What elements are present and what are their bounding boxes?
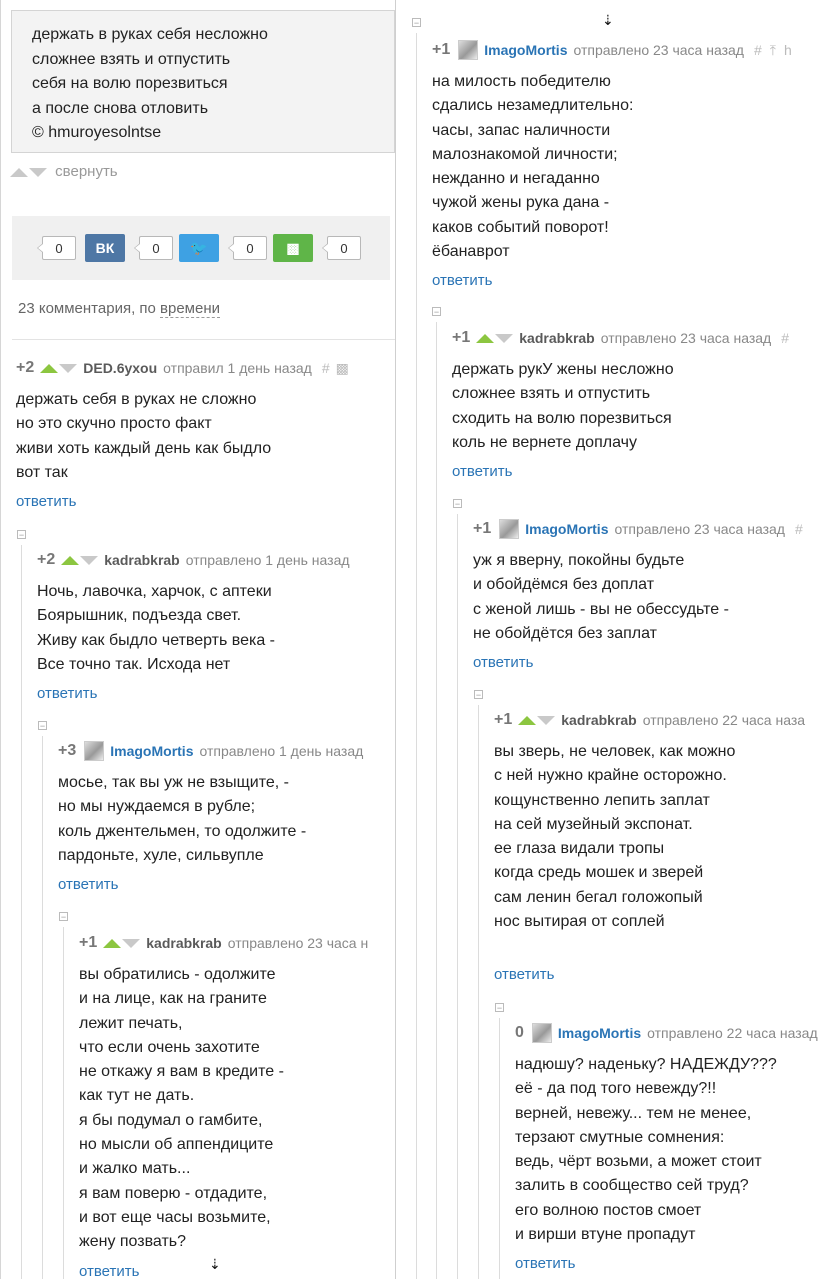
thread-line [436,322,437,1279]
collapse-thread-icon[interactable]: − [413,18,420,28]
comment-text: мосье, так вы уж не взыщите, - но мы нуждаемся в рубле; коль джентельмен, то одолжите - пардоньте, хуле, сильвупле [58,774,307,864]
sort-by-link[interactable]: времени [160,300,221,317]
comment-header [37,550,350,570]
comment-author[interactable]: ImagoMortis [110,743,194,759]
comment-header [79,933,368,953]
collapse-thread-icon[interactable]: − [496,1003,503,1013]
comment [494,710,805,983]
thread-line [63,927,64,1279]
comment-author[interactable]: kadrabkrab [519,330,595,346]
comment-author[interactable]: DED.6yxou [83,360,158,376]
reply-link[interactable]: ответить [494,966,555,984]
comment-rating: +2 [16,359,35,376]
collapse-label[interactable]: свернуть [55,163,118,180]
share-count: 0 [42,236,76,260]
reply-link[interactable]: ответить [515,1255,576,1273]
comment-text: Ночь, лавочка, харчок, с аптеки Боярышник, подъезда свет. Живу как быдло четверть века - Все точно так. Исхода нет [37,583,276,673]
comment-rating: +1 [494,711,513,728]
permalink-icon[interactable]: # [321,360,330,376]
thread-line [478,705,479,1279]
collapse-thread-icon[interactable]: − [475,690,482,700]
twitter-count: 0 [233,236,267,260]
comment-time: отправлено 22 часа назад [647,1025,818,1041]
comment-rating: +1 [452,329,471,346]
downvote-icon[interactable] [59,364,77,373]
vk-icon[interactable]: ВК [85,234,125,262]
twitter-icon[interactable]: 🐦 [179,234,219,262]
downvote-icon[interactable] [495,334,513,343]
comments-count-text: 23 комментария, по [18,300,161,317]
comment-author[interactable]: kadrabkrab [561,712,637,728]
upvote-icon[interactable] [518,716,536,725]
comment-header [452,328,789,348]
arrow-up-icon[interactable]: ⤒ [769,41,776,58]
comment-time: отправлено 23 часа назад [614,521,785,537]
comment-time: отправлено 23 часа назад [600,330,772,346]
collapse-control[interactable] [10,163,118,180]
comment-time: отправлено 23 часа н [227,935,369,951]
collapse-thread-icon[interactable]: − [18,530,25,540]
reply-link[interactable]: ответить [58,876,119,894]
collapse-thread-icon[interactable]: − [39,721,46,731]
comment-header [473,519,803,539]
upvote-icon[interactable] [40,364,58,373]
comment [515,1023,818,1272]
comment-header [515,1023,818,1043]
save-count: 0 [327,236,361,260]
comment-time: отправлено 1 день назад [199,743,364,759]
poem-text: держать в руках себя несложно сложнее взять и отпустить себя на волю порезвиться а после снова отловить © hmuroyesolntse [32,26,268,141]
share-bar [12,216,390,280]
upvote-icon[interactable] [61,556,79,565]
comment [79,933,368,1279]
reply-link[interactable]: ответить [37,685,98,703]
comment-rating: +3 [58,742,77,759]
comment-text: надюшу? наденьку? НАДЕЖДУ??? её - да под того невежду?!! верней, невежу... тем не менее, терзают смутные сомнения: ведь, чёрт возьми, а может стоит залить в сообщество сей труд? его волною постов смоет и вирши втуне пропадут [515,1056,777,1244]
comment-text: держать себя в руках не сложно но это скучно просто факт живи хоть каждый день как быдло вот так [16,391,272,481]
permalink-icon[interactable]: # [781,330,790,346]
permalink-icon[interactable]: # [753,42,762,58]
downvote-icon[interactable] [537,716,555,725]
comment-text: уж я вверну, покойны будьте и обойдёмся без доплат с женой лишь - вы не обессудьте - не обойдётся без заплат [473,552,729,642]
comment-author[interactable]: kadrabkrab [146,935,222,951]
comment-rating: +2 [37,551,56,568]
avatar[interactable] [458,40,478,60]
reply-link[interactable]: ответить [473,654,534,672]
vk-count: 0 [139,236,173,260]
left-edge [0,0,1,1279]
comment-text: вы обратились - одолжите и на лице, как на граните лежит печать, что если очень захотите не откажу я вам в кредите - как тут не дать. я бы подумал о гамбите, но мысли об аппендиците и жалко мать... я вам поверю - отдадите, и вот еще часы возьмите, жену позвать? [79,966,284,1251]
comment-header [58,741,363,761]
divider [12,339,395,340]
comment-author[interactable]: ImagoMortis [557,1025,642,1041]
comment [58,741,363,893]
avatar[interactable] [84,741,104,761]
comment [16,358,349,510]
comment [432,40,792,289]
upvote-icon[interactable] [476,334,494,343]
avatar[interactable] [499,519,519,539]
upvote-icon[interactable] [103,939,121,948]
reply-link[interactable]: ответить [432,272,493,290]
column-separator [395,0,396,1279]
comment [37,550,350,702]
comment [473,519,803,671]
comment-text: держать рукУ жены несложно сложнее взять и отпустить сходить на волю порезвиться коль не вернете доплачу [452,361,674,451]
collapse-thread-icon[interactable]: − [433,307,440,317]
comment-rating: +1 [79,934,98,951]
save-icon[interactable]: ▩ [273,234,313,262]
comment-header [494,710,805,730]
arrow-down-icon[interactable]: ⇣ [209,1256,221,1272]
comment-header [16,358,349,378]
comment-author[interactable]: ImagoMortis [484,42,568,58]
reply-link[interactable]: ответить [452,463,513,481]
comment-rating: 0 [515,1024,524,1041]
arrow-down-icon[interactable]: ⇣ [602,12,614,28]
thread-line [21,545,22,1279]
collapse-thread-icon[interactable]: − [454,499,461,509]
avatar[interactable] [532,1023,552,1043]
reply-link[interactable]: ответить [79,1262,140,1279]
comment-header [432,40,792,60]
thread-line [416,33,417,1279]
comment-time: отправлено 22 часа наза [642,712,806,728]
downvote-icon[interactable] [80,556,98,565]
comment-author[interactable]: kadrabkrab [104,552,180,568]
permalink-icon[interactable]: # [794,521,803,537]
downvote-icon [29,168,47,177]
thread-line [457,514,458,1279]
comment-rating: +1 [432,41,451,58]
comment-time: отправлено 1 день назад [185,552,350,568]
save-icon[interactable]: ▩ [335,359,349,376]
upvote-icon [10,168,28,177]
comments-count [18,300,220,317]
comment [452,328,789,480]
comment-author[interactable]: ImagoMortis [525,521,609,537]
parent-link-icon[interactable]: h [783,42,792,58]
left-column [0,0,395,1279]
downvote-icon[interactable] [122,939,140,948]
collapse-thread-icon[interactable]: − [60,912,67,922]
right-column [397,0,838,1279]
quoted-poem [11,10,395,153]
comment-time: отправил 1 день назад [163,360,312,376]
comment-text: на милость победителю сдались незамедлительно: часы, запас наличности малознакомой личности; нежданно и негаданно чужой жены рука дана - каков событий поворот! ёбанаврот [432,73,634,261]
comment-text: вы зверь, не человек, как можно с ней нужно крайне осторожно. кощунственно лепить заплат на сей музейный экспонат. ее глаза видали тропы когда средь мошек и зверей сам ленин бегал голожопый нос вытирая от соплей [494,743,736,931]
reply-link[interactable]: ответить [16,493,77,511]
thread-line [42,736,43,1279]
comment-time: отправлено 23 часа назад [573,42,744,58]
comment-rating: +1 [473,520,492,537]
thread-line [499,1018,500,1279]
